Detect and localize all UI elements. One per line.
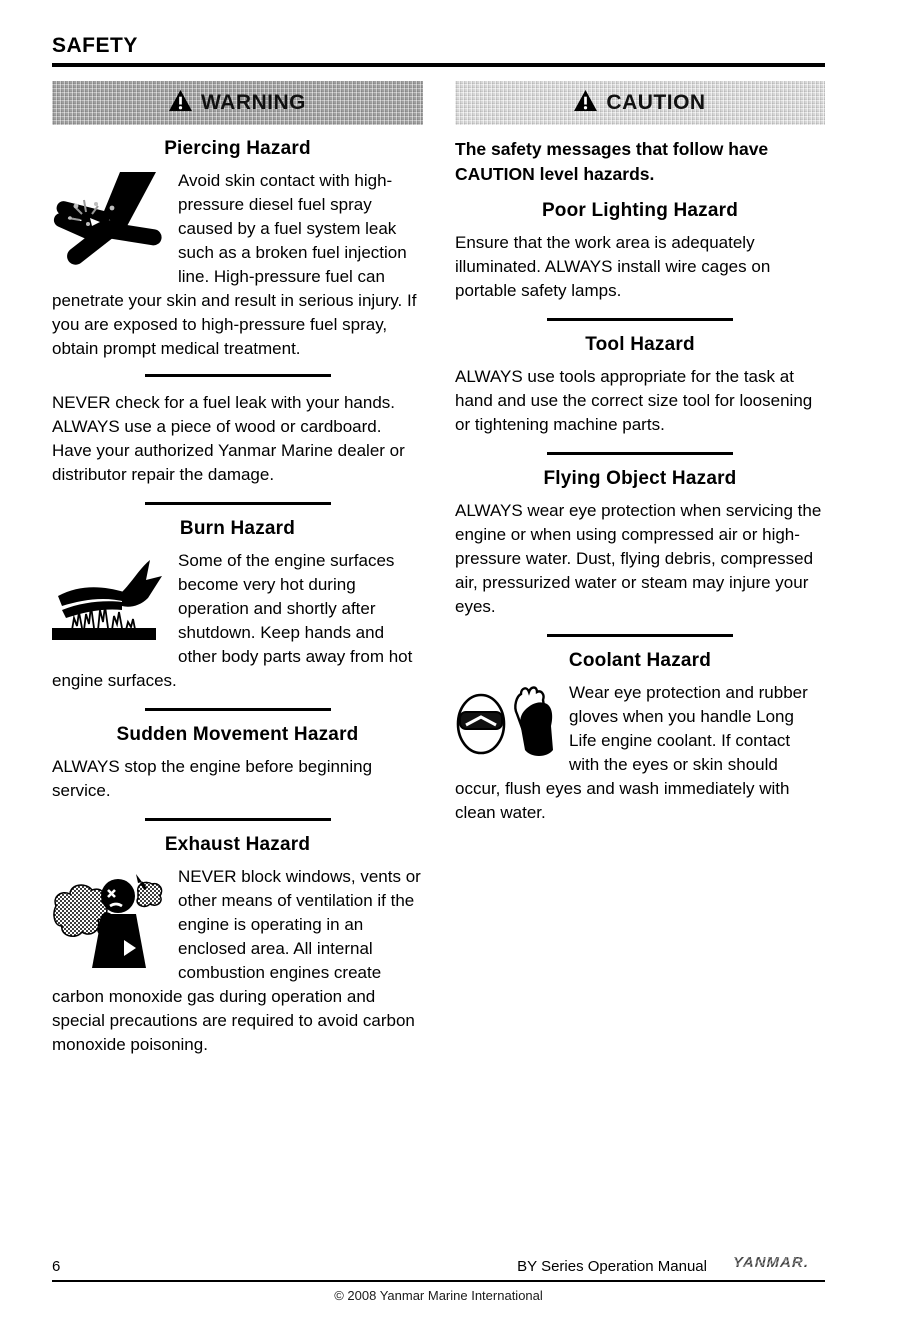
warning-column [52, 81, 423, 1070]
footer-copyright: © 2008 Yanmar Marine International [334, 1288, 543, 1303]
hazard-heading: Piercing Hazard [164, 138, 311, 159]
hazard-heading: Tool Hazard [585, 334, 695, 355]
page-title: SAFETY [52, 34, 138, 57]
hazard-paragraph: NEVER check for a fuel leak with your hands. ALWAYS use a piece of wood or cardboard. Have your authorized Yanmar Marine dealer or distributor repair the damage. [52, 393, 405, 484]
section-divider [145, 374, 331, 377]
hazard-heading: Exhaust Hazard [164, 834, 311, 855]
hazard-paragraph: Wear eye protection and rubber gloves when you handle Long Life engine coolant. If contact with the eyes or skin should occur, flush eyes and wash immediately with clean water. [455, 683, 808, 822]
footer-rule [52, 1280, 825, 1282]
warning-triangle-icon [169, 90, 192, 117]
piercing-hazard-section [52, 138, 423, 487]
hazard-paragraph: ALWAYS stop the engine before beginning service. [52, 757, 373, 800]
exhaust-hazard-section [52, 818, 423, 1057]
caution-banner [455, 81, 825, 125]
hazard-paragraph: NEVER block windows, vents or other means of ventilation if the engine is operating in an enclosed area. All internal combustion engines create carbon monoxide gas during operation and special precautions are required to avoid carbon monoxide poisoning. [52, 867, 421, 1054]
hazard-heading: Sudden Movement Hazard [116, 724, 359, 745]
hazard-heading: Burn Hazard [179, 518, 296, 539]
yanmar-logo [733, 1253, 825, 1276]
hazard-heading: Poor Lighting Hazard [541, 200, 739, 221]
section-divider [547, 634, 733, 637]
flying-object-hazard-section [455, 452, 825, 619]
hazard-heading: Flying Object Hazard [543, 468, 737, 489]
yanmar-logo-text: YANMAR. [733, 1254, 809, 1271]
caution-column [455, 81, 825, 1070]
coolant-hazard-section [455, 634, 825, 825]
exhaust-fumes-icon [52, 868, 164, 977]
tool-hazard-section [455, 318, 825, 437]
section-divider [145, 502, 331, 505]
eye-protection-and-gloves-icon [455, 684, 555, 767]
footer-manual-name: BY Series Operation Manual [517, 1258, 707, 1275]
caution-triangle-icon [574, 90, 597, 117]
page-number: 6 [52, 1258, 61, 1275]
hazard-paragraph: ALWAYS use tools appropriate for the task at hand and use the correct size tool for loosening or tightening machine parts. [455, 367, 813, 434]
caution-intro: The safety messages that follow have CAUTION level hazards. [455, 139, 769, 184]
hazard-paragraph: Ensure that the work area is adequately illuminated. ALWAYS install wire cages on portable safety lamps. [455, 233, 771, 300]
page-footer [52, 1253, 825, 1303]
caution-banner-label: CAUTION [606, 91, 706, 114]
title-rule [52, 63, 825, 67]
burn-hazard-section [52, 502, 423, 693]
warning-banner [52, 81, 423, 125]
hazard-paragraph: Some of the engine surfaces become very hot during operation and shortly after shutdown. Keep hands and other body parts away from hot engine surfaces. [52, 551, 413, 690]
section-divider [145, 708, 331, 711]
pierced-hand-icon [52, 172, 164, 273]
section-divider [547, 452, 733, 455]
warning-banner-label: WARNING [201, 91, 306, 114]
section-divider [547, 318, 733, 321]
hazard-heading: Coolant Hazard [568, 650, 712, 671]
poor-lighting-hazard-section [455, 200, 825, 303]
hot-surface-icon [52, 552, 164, 645]
hazard-paragraph: Avoid skin contact with high-pressure diesel fuel spray caused by a fuel system leak such as a broken fuel injection line. High-pressure fuel can penetrate your skin and result in serious injury. If you are exposed to high-pressure fuel spray, obtain prompt medical treatment. [52, 171, 417, 358]
hazard-paragraph: ALWAYS wear eye protection when servicing the engine or when using compressed air or high-pressure water. Dust, flying debris, compressed air, pressurized water or steam may injure your eyes. [455, 501, 822, 616]
sudden-movement-hazard-section [52, 708, 423, 803]
section-divider [145, 818, 331, 821]
